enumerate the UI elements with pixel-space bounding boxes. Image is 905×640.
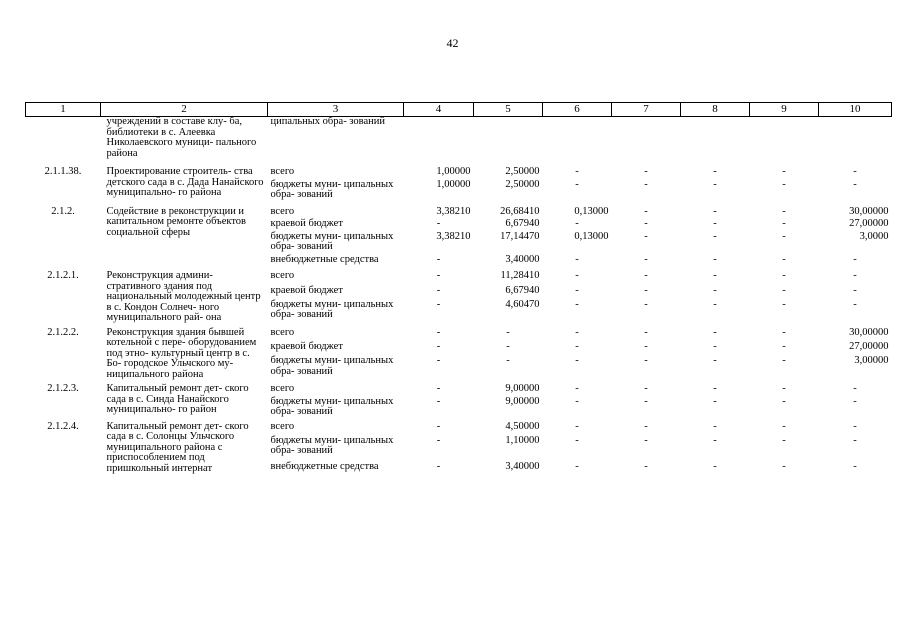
value-cell-col7: -: [644, 253, 648, 265]
funding-source: всего: [270, 205, 295, 217]
value-cell-col7: -: [644, 270, 648, 281]
item-code: 2.1.2.: [51, 205, 75, 217]
item-code: 2.1.2.3.: [47, 383, 79, 394]
value-cell-col4: 3,38210: [436, 205, 471, 217]
funding-source: бюджеты муни- ципальных обра- зований: [270, 298, 394, 321]
column-header: 1: [26, 103, 101, 117]
value-cell-col5: 3,40000: [505, 460, 540, 472]
value-cell-col4: -: [436, 355, 441, 366]
table-body: [26, 117, 892, 475]
column-header: 3: [268, 103, 404, 117]
value-cell-col8: -: [713, 383, 717, 394]
column-header: 7: [612, 103, 681, 117]
item-name: Реконструкция здания бывшей котельной с пере- оборудованием под этно- культурный центр в с. Бо- городское Ульчского му- ниципального района: [106, 326, 257, 380]
funding-source: бюджеты муни- ципальных обра- зований: [270, 355, 394, 377]
value-cell-col7: -: [644, 178, 648, 190]
value-cell-col4: -: [436, 420, 441, 432]
value-cell-col10: -: [853, 270, 857, 281]
value-cell-col9: -: [782, 355, 786, 366]
value-cell-col6: -: [575, 298, 579, 310]
funding-source: бюджеты муни- ципальных обра- зований: [270, 395, 394, 417]
value-cell-col5: 9,00000: [505, 395, 540, 407]
table-row: [26, 324, 892, 340]
value-cell-col7: -: [644, 434, 648, 446]
value-cell-col5: 26,68410: [500, 205, 540, 217]
value-cell-col6: -: [575, 460, 579, 472]
value-cell-col5: 6,67940: [505, 284, 540, 296]
value-cell-col4: [404, 117, 474, 160]
value-cell-col8: -: [713, 205, 717, 217]
value-cell-col5: -: [506, 355, 510, 366]
value-cell-col5: [474, 117, 543, 160]
value-cell-col5: 1,10000: [505, 434, 540, 446]
value-cell-col9: -: [782, 178, 786, 190]
value-cell-col10: -: [853, 284, 857, 296]
value-cell-col10: -: [853, 460, 857, 472]
value-cell-col4: -: [436, 218, 441, 229]
value-cell-col9: -: [782, 340, 786, 352]
funding-source: бюджеты муни- ципальных обра- зований: [270, 230, 394, 252]
value-cell-col4: 3,38210: [436, 230, 471, 242]
value-cell-col8: -: [713, 395, 717, 407]
value-cell-col6: [543, 117, 612, 160]
item-code: 2.1.2.2.: [47, 326, 79, 338]
value-cell-col10: 27,00000: [849, 218, 889, 229]
value-cell-col5: 11,28410: [500, 270, 540, 281]
value-cell-col8: -: [713, 270, 717, 281]
value-cell-col6: -: [575, 253, 579, 265]
value-cell-col10: -: [853, 166, 857, 177]
value-cell-col4: -: [436, 270, 441, 281]
table-row: [26, 418, 892, 434]
value-cell-col8: -: [713, 166, 717, 177]
value-cell-col6: -: [575, 284, 579, 296]
table-row: [26, 201, 892, 218]
value-cell-col10: 30,00000: [849, 205, 889, 217]
value-cell-col4: -: [436, 284, 441, 296]
value-cell-col5: 4,50000: [505, 420, 540, 432]
value-cell-col10: 27,00000: [849, 340, 889, 352]
value-cell-col6: -: [575, 383, 579, 394]
table-row: [26, 159, 892, 178]
value-cell-col5: 6,67940: [505, 218, 540, 229]
value-cell-col6: -: [575, 218, 579, 229]
funding-source: краевой бюджет: [270, 340, 343, 352]
value-cell-col10: 3,0000: [859, 230, 889, 242]
value-cell-col9: -: [782, 218, 786, 229]
value-cell-col7: -: [644, 460, 648, 472]
value-cell-col9: -: [782, 420, 786, 432]
value-cell-col6: -: [575, 434, 579, 446]
value-cell-col6: -: [575, 395, 579, 407]
value-cell-col6: -: [575, 326, 579, 338]
value-cell-col7: -: [644, 230, 648, 242]
funding-source: внебюджетные средства: [270, 460, 379, 472]
value-cell-col9: -: [782, 460, 786, 472]
value-cell-col4: -: [436, 460, 441, 472]
column-header: 5: [474, 103, 543, 117]
table-row: [26, 117, 892, 160]
value-cell-col10: 3,00000: [854, 355, 889, 366]
funding-source: всего: [270, 420, 295, 432]
value-cell-col4: -: [436, 298, 441, 310]
item-code: [26, 117, 101, 160]
value-cell-col4: -: [436, 340, 441, 352]
page-number: 42: [446, 36, 459, 50]
value-cell-col7: [612, 117, 681, 160]
value-cell-col7: -: [644, 326, 648, 338]
value-cell-col7: -: [644, 284, 648, 296]
value-cell-col9: -: [782, 284, 786, 296]
value-cell-col4: -: [436, 434, 441, 446]
value-cell-col4: -: [436, 395, 441, 407]
value-cell-col6: 0,13000: [574, 205, 609, 217]
value-cell-col9: -: [782, 166, 786, 177]
funding-source: бюджеты муни- ципальных обра- зований: [270, 178, 394, 200]
value-cell-col8: -: [713, 253, 717, 265]
value-cell-col7: -: [644, 395, 648, 407]
funding-source: бюджеты муни- ципальных обра- зований: [270, 434, 394, 457]
value-cell-col7: -: [644, 420, 648, 432]
value-cell-col8: -: [713, 178, 717, 190]
value-cell-col8: -: [713, 326, 717, 338]
value-cell-col9: -: [782, 253, 786, 265]
value-cell-col4: -: [436, 253, 441, 265]
column-header: 10: [819, 103, 892, 117]
value-cell-col8: -: [713, 230, 717, 242]
value-cell-col5: 9,00000: [505, 383, 540, 394]
column-header: 8: [681, 103, 750, 117]
value-cell-col5: 17,14470: [500, 230, 540, 242]
value-cell-col9: -: [782, 383, 786, 394]
item-code: 2.1.2.4.: [47, 420, 79, 432]
value-cell-col7: -: [644, 205, 648, 217]
value-cell-col4: 1,00000: [436, 178, 471, 190]
item-name: учреждений в составе клу- ба, библиотеки в с. Алеевка Николаевского муници- пального района: [106, 116, 257, 159]
column-header: 2: [101, 103, 268, 117]
value-cell-col8: -: [713, 298, 717, 310]
header-row: [26, 103, 892, 117]
value-cell-col6: -: [575, 270, 579, 281]
value-cell-col8: -: [713, 284, 717, 296]
value-cell-col10: -: [853, 434, 857, 446]
value-cell-col7: -: [644, 340, 648, 352]
value-cell-col5: 3,40000: [505, 253, 540, 265]
value-cell-col7: -: [644, 218, 648, 229]
column-header: 4: [404, 103, 474, 117]
value-cell-col6: -: [575, 355, 579, 366]
funding-source: всего: [270, 270, 295, 281]
table-row: [26, 380, 892, 395]
budget-table: [25, 102, 892, 474]
value-cell-col6: 0,13000: [574, 230, 609, 242]
value-cell-col10: -: [853, 420, 857, 432]
funding-source: всего: [270, 166, 295, 177]
value-cell-col9: -: [782, 205, 786, 217]
item-name: Капитальный ремонт дет- ского сада в с. Солонцы Ульчского муниципального района с приспособлением под пришкольный интернат: [106, 420, 249, 474]
value-cell-col9: -: [782, 434, 786, 446]
value-cell-col4: 1,00000: [436, 166, 471, 177]
value-cell-col7: -: [644, 355, 648, 366]
value-cell-col10: -: [853, 253, 857, 265]
value-cell-col9: -: [782, 270, 786, 281]
value-cell-col10: -: [853, 298, 857, 310]
funding-source: ципальных обра- зований: [270, 116, 385, 127]
value-cell-col9: -: [782, 326, 786, 338]
value-cell-col8: -: [713, 460, 717, 472]
value-cell-col5: 4,60470: [505, 298, 540, 310]
funding-source: краевой бюджет: [270, 284, 343, 296]
funding-source: всего: [270, 326, 295, 338]
column-header: 6: [543, 103, 612, 117]
item-name: Проектирование строитель- ства детского сада в с. Дада Нанайского муниципально- го района: [106, 166, 264, 198]
value-cell-col4: -: [436, 383, 441, 394]
funding-source: внебюджетные средства: [270, 253, 379, 265]
funding-source: всего: [270, 383, 295, 394]
value-cell-col5: -: [506, 340, 510, 352]
value-cell-col9: -: [782, 298, 786, 310]
value-cell-col10: 30,00000: [849, 326, 889, 338]
value-cell-col8: -: [713, 420, 717, 432]
value-cell-col5: 2,50000: [505, 166, 540, 177]
value-cell-col7: -: [644, 166, 648, 177]
value-cell-col8: [681, 117, 750, 160]
item-code: 2.1.2.1.: [47, 270, 79, 281]
value-cell-col4: -: [436, 326, 441, 338]
value-cell-col9: -: [782, 395, 786, 407]
item-name: Капитальный ремонт дет- ского сада в с. Синда Нанайского муниципально- го район: [106, 383, 249, 415]
column-header: 9: [750, 103, 819, 117]
funding-source: краевой бюджет: [270, 218, 343, 229]
table-row: [26, 265, 892, 284]
value-cell-col6: -: [575, 420, 579, 432]
item-name: Содействие в реконструкции и капитальном ремонте объектов социальной сферы: [106, 205, 246, 238]
value-cell-col8: -: [713, 434, 717, 446]
value-cell-col6: -: [575, 340, 579, 352]
value-cell-col5: 2,50000: [505, 178, 540, 190]
value-cell-col6: -: [575, 166, 579, 177]
value-cell-col5: -: [506, 326, 510, 338]
value-cell-col9: [750, 117, 819, 160]
value-cell-col8: -: [713, 218, 717, 229]
value-cell-col10: -: [853, 178, 857, 190]
value-cell-col10: -: [853, 383, 857, 394]
item-name: Реконструкция админи- стративного здания под национальный молодежный центр в с. Кондон Солнеч- ного муниципального рай- она: [106, 270, 261, 323]
value-cell-col8: -: [713, 355, 717, 366]
item-code: 2.1.1.38.: [44, 166, 82, 177]
value-cell-col7: -: [644, 298, 648, 310]
value-cell-col8: -: [713, 340, 717, 352]
value-cell-col6: -: [575, 178, 579, 190]
value-cell-col7: -: [644, 383, 648, 394]
value-cell-col10: [819, 117, 892, 160]
value-cell-col9: -: [782, 230, 786, 242]
value-cell-col10: -: [853, 395, 857, 407]
